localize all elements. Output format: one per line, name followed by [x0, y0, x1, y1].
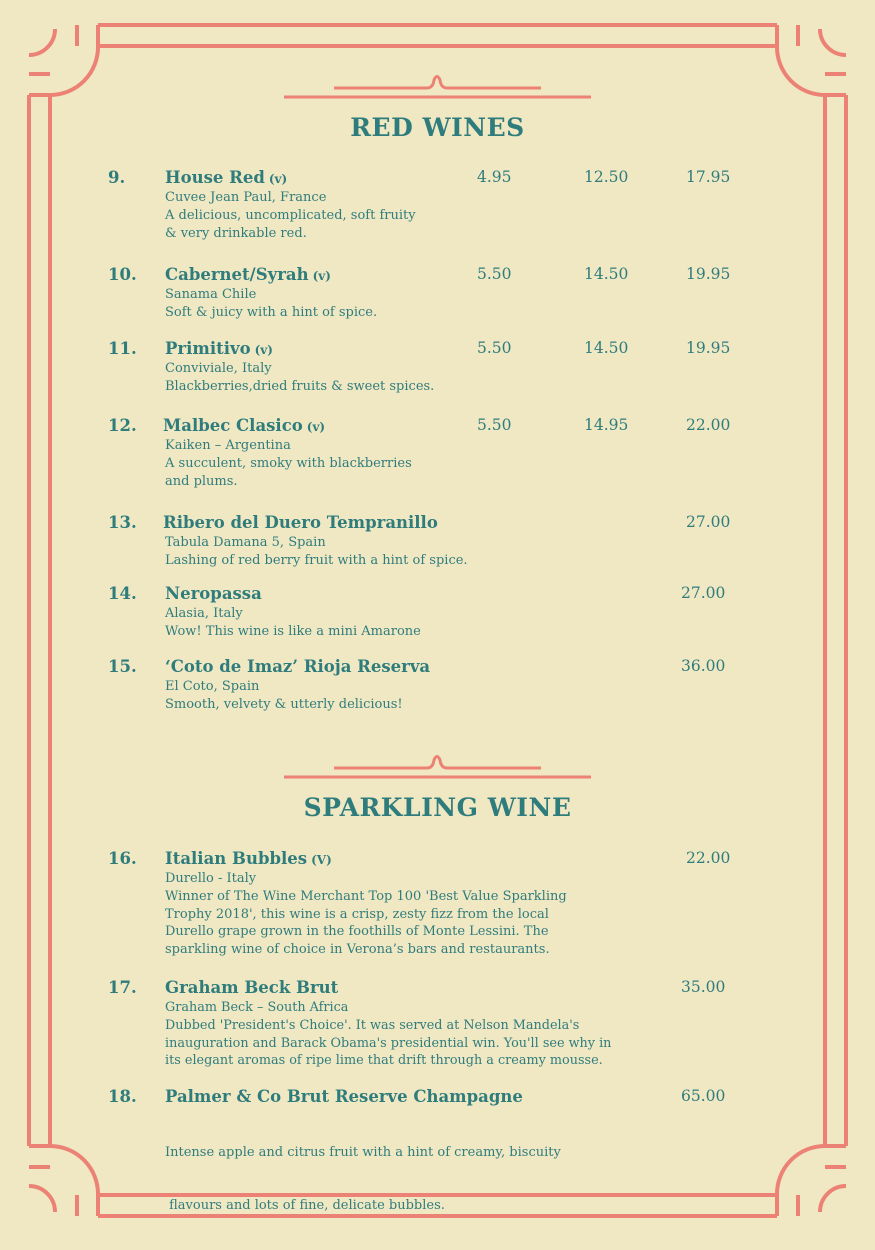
price-glass-large: 12.50: [584, 168, 629, 186]
price-bottle: 27.00: [681, 584, 726, 602]
item-description: El Coto, Spain Smooth, velvety & utterly delicious!: [165, 679, 403, 712]
item-number: 9.: [108, 168, 126, 187]
vegan-tag: (v): [306, 420, 326, 434]
item-description: Kaiken – Argentina A succulent, smoky with blackberries and plums.: [165, 438, 412, 489]
price-bottle: 22.00: [686, 849, 731, 867]
item-number: 17.: [108, 978, 137, 997]
item-description: Tabula Damana 5, Spain Lashing of red berry fruit with a hint of spice.: [165, 535, 468, 568]
price-bottle: 27.00: [686, 513, 731, 531]
section-divider-red: [0, 68, 875, 108]
item-description: Durello - Italy Winner of The Wine Merchant Top 100 'Best Value Sparkling Trophy 2018', this wine is a crisp, zesty fizz from the local Durello grape grown in the foothills of Monte Lessini. The sparkling wine of choice in Verona’s bars and restaurants.: [165, 871, 567, 958]
price-bottle: 35.00: [681, 978, 726, 996]
item-number: 18.: [108, 1087, 137, 1106]
price-glass-small: 5.50: [477, 265, 512, 283]
item-number: 11.: [108, 339, 137, 358]
item-number: 12.: [108, 416, 137, 435]
item-name: Primitivo (v): [165, 339, 273, 358]
item-description: Cuvee Jean Paul, France A delicious, uncomplicated, soft fruity & very drinkable red.: [165, 190, 416, 241]
item-description: Alasia, Italy Wow! This wine is like a mini Amarone: [165, 606, 421, 639]
item-number: 16.: [108, 849, 137, 868]
section-title-red-wines: RED WINES: [350, 113, 525, 142]
item-number: 13.: [108, 513, 137, 532]
vegan-tag: (v): [312, 269, 331, 283]
item-name: Graham Beck Brut: [165, 978, 339, 997]
item-name: Ribero del Duero Tempranillo: [163, 513, 438, 532]
vegan-tag: (v): [268, 172, 288, 186]
item-name: Neropassa: [165, 584, 262, 603]
item-name: Malbec Clasico (v): [163, 416, 326, 435]
item-name: House Red (v): [165, 168, 288, 187]
item-description: Sanama Chile Soft & juicy with a hint of spice.: [165, 287, 378, 320]
section-divider-sparkling: [0, 748, 875, 788]
item-number: 10.: [108, 265, 137, 284]
item-description: Graham Beck – South Africa Dubbed 'President's Choice'. It was served at Nelson Mandela's inauguration and Barack Obama's presidential win. You'll see why in its elegant aromas of ripe lime that drift through a creamy mousse.: [165, 1000, 612, 1069]
item-description: Intense apple and citrus fruit with a hint of creamy, biscuity flavours and lots of fine, delicate bubbles.: [165, 1144, 561, 1213]
price-glass-small: 4.95: [477, 168, 512, 186]
price-glass-large: 14.50: [584, 339, 629, 357]
item-name: Italian Bubbles (V): [165, 849, 332, 868]
vegan-tag: (V): [311, 853, 332, 867]
price-glass-large: 14.95: [584, 416, 629, 434]
section-title-sparkling-wine: SPARKLING WINE: [303, 793, 572, 822]
price-glass-small: 5.50: [477, 416, 512, 434]
item-name: Palmer & Co Brut Reserve Champagne: [165, 1087, 523, 1106]
price-bottle: 19.95: [686, 265, 731, 283]
item-name: ‘Coto de Imaz’ Rioja Reserva: [165, 657, 431, 676]
item-number: 14.: [108, 584, 137, 603]
price-bottle: 22.00: [686, 416, 731, 434]
price-bottle: 36.00: [681, 657, 726, 675]
price-glass-small: 5.50: [477, 339, 512, 357]
price-glass-large: 14.50: [584, 265, 629, 283]
price-bottle: 17.95: [686, 168, 731, 186]
item-number: 15.: [108, 657, 137, 676]
price-bottle: 19.95: [686, 339, 731, 357]
item-name: Cabernet/Syrah (v): [165, 265, 331, 284]
price-bottle: 65.00: [681, 1087, 726, 1105]
item-description: Conviviale, Italy Blackberries,dried fruits & sweet spices.: [165, 361, 435, 394]
vegan-tag: (v): [254, 343, 273, 357]
